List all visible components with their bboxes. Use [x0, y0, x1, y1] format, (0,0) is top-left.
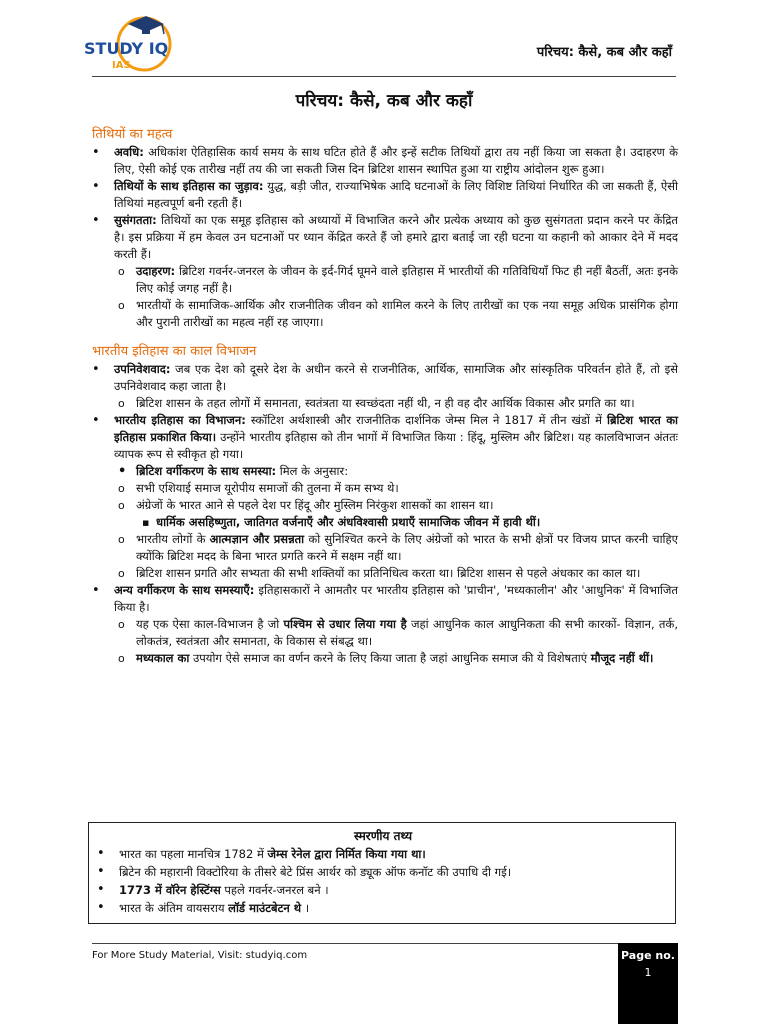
list-item: [92, 412, 678, 463]
sub-list-item: o ब्रिटिश शासन के तहत लोगों में समानता, स्वतंत्रता या स्वच्छंदता नहीं थी, न ही वह दौर आर्थिक विकास और प्रगति का था।: [92, 395, 678, 412]
item-text: भारतीय लोगों के: [136, 532, 210, 546]
main-content: [92, 126, 678, 667]
list-item: [92, 212, 678, 263]
item-text: अधिकांश ऐतिहासिक कार्य समय के साथ घटित होते हैं और इन्हें सटीक तिथियों द्वारा तय नहीं किया जा सकता है। उदाहरण के लिए, ऐसी कोई एक तारीख नहीं तय की जा सकती जिस दिन ब्रिटिश शासन स्थापित हुआ या राष्ट्रीय आंदोलन शुरू हुआ।: [114, 145, 678, 176]
page-title: परिचय: कैसे, कब और कहाँ: [295, 91, 473, 111]
footer-link-text[interactable]: For More Study Material, Visit: studyiq.com: [92, 950, 308, 961]
fact-item: [97, 845, 669, 863]
sub-list-item: o अंग्रेजों के भारत आने से पहले देश पर हिंदू और मुस्लिम निरंकुश शासकों का शासन था।: [92, 497, 678, 514]
item-text: जहां आधुनिक काल आधुनिकता की सभी कारकों- विज्ञान, तर्क, लोकतंत्र, स्वतंत्रता और समानता, के विकास से संबद्ध था।: [136, 617, 678, 648]
page-label: Page no.: [621, 949, 675, 962]
list-item: [92, 361, 678, 395]
sub-list-item: o ब्रिटिश शासन प्रगति और सभ्यता की सभी शक्तियों का प्रतिनिधित्व करता था। ब्रिटिश शासन से पहले अंधकार का काल था।: [92, 565, 678, 582]
sub-list-item: o भारतीयों के सामाजिक-आर्थिक और राजनीतिक जीवन को शामिल करने के लिए तारीखों का एक नया समूह अधिक प्रासंगिक होगा और पुरानी तारीखों का महत्व नहीं रह जाएगा।: [92, 297, 678, 331]
footer-divider: [92, 943, 676, 944]
fact-item: [97, 881, 669, 899]
term-label: भारतीय इतिहास का विभाजन:: [114, 413, 246, 427]
studyiq-logo: [82, 12, 178, 74]
logo-text: STUDY IQ: [84, 39, 169, 58]
item-text: इतिहासकारों ने आमतौर पर भारतीय इतिहास को 'प्राचीन', 'मध्यकालीन' और 'आधुनिक' में विभाजित किया है।: [114, 583, 678, 614]
section-heading-periodization: भारतीय इतिहास का काल विभाजन: [92, 344, 257, 359]
item-text: भारत के अंतिम वायसराय: [119, 901, 229, 915]
item-bold: मध्यकाल का: [136, 651, 190, 665]
sub-list-item: [92, 463, 678, 480]
item-text: ब्रिटेन की महारानी विक्टोरिया के तीसरे बेटे प्रिंस आर्थर को ड्यूक ऑफ कनॉट की उपाधि दी गई।: [119, 865, 512, 879]
item-bold: पश्चिम से उधार लिया गया है: [283, 617, 407, 631]
item-text: ब्रिटिश गवर्नर-जनरल के जीवन के इर्द-गिर्द घूमने वाले इतिहास में भारतीयों की गतिविधियाँ फिट ही नहीं बैठतीं, अतः इनके लिए कोई जगह नहीं है।: [136, 264, 678, 295]
sub-list-item: [92, 650, 678, 667]
term-label: अवधि:: [114, 145, 144, 159]
item-bold: ब्रिटिश भारत का इतिहास प्रकाशित किया।: [114, 413, 679, 444]
fact-item: [97, 863, 669, 881]
item-bold: 1773 में वॉरेन हेस्टिंग्स: [119, 883, 221, 897]
header-title: परिचय: कैसे, कब और कहाँ: [536, 45, 672, 60]
header-divider: [92, 76, 676, 77]
sub-list-item: [92, 263, 678, 297]
term-label: अन्य वर्गीकरण के साथ समस्याएँ:: [114, 583, 255, 597]
item-text: स्कॉटिश अर्थशास्त्री और राजनीतिक दार्शनिक जेम्स मिल ने 1817 में तीन खंडों में: [245, 413, 607, 427]
sub-list-item: [92, 616, 678, 650]
page-number-box: [618, 943, 678, 1024]
item-text: उपयोग ऐसे समाज का वर्णन करने के लिए किया जाता है जहां आधुनिक समाज की ये विशेषताएं: [189, 651, 591, 665]
item-bold: जेम्स रेनेल द्वारा निर्मित किया गया था।: [267, 847, 426, 861]
term-label: उदाहरण:: [136, 264, 176, 278]
logo-graphic: [82, 12, 178, 74]
item-bold: लॉर्ड माउंटबेटन थे: [228, 901, 302, 915]
term-label: ब्रिटिश वर्गीकरण के साथ समस्या:: [136, 464, 277, 478]
item-text: को सुनिश्चित करने के लिए अंग्रेजों को भारत के सभी क्षेत्रों पर विजय प्राप्त करनी चाहिए क्योंकि ब्रिटिश मदद के बिना भारत प्रगति करने में सक्षम नहीं था।: [136, 532, 679, 563]
item-text: युद्ध, बड़ी जीत, राज्याभिषेक आदि घटनाओं के लिए विशिष्ट तिथियां निर्धारित की जा सकती हैं, ऐसी तिथियां महत्वपूर्ण बनी रहती हैं।: [114, 179, 679, 210]
key-facts-title: स्मरणीय तथ्य: [353, 829, 413, 843]
fact-item: [97, 899, 669, 917]
item-text: मिल के अनुसार:: [276, 464, 349, 478]
section-heading-dates: तिथियों का महत्व: [92, 127, 173, 142]
list-item: [92, 178, 678, 212]
item-text: उन्होंने भारतीय इतिहास को तीन भागों में विभाजित किया : हिंदू, मुस्लिम और ब्रिटिश। यह कालविभाजन अंततः व्यापक रूप से स्वीकृत हो गया।: [114, 430, 678, 461]
key-facts-box: [88, 822, 676, 924]
logo-sub: IAS: [112, 60, 131, 71]
page-number: 1: [644, 966, 652, 979]
item-text: जब एक देश को दूसरे देश के अधीन करने से राजनीतिक, आर्थिक, सामाजिक और सांस्कृतिक परिवर्तन होते हैं, तो इसे उपनिवेशवाद कहा जाता है।: [114, 362, 678, 393]
list-item: [92, 144, 678, 178]
sub-list-item: o सभी एशियाई समाज यूरोपीय समाजों की तुलना में कम सभ्य थे।: [92, 480, 678, 497]
item-text: ।: [301, 901, 310, 915]
item-bold: आत्मज्ञान और प्रसन्नता: [209, 532, 305, 546]
term-label: उपनिवेशवाद:: [114, 362, 171, 376]
item-text: पहले गवर्नर-जनरल बने ।: [220, 883, 329, 897]
item-text: तिथियों का एक समूह इतिहास को अध्यायों में विभाजित करने और प्रत्येक अध्याय को कुछ सुसंगतता प्रदान करने पर केंद्रित है। इस प्रक्रिया में हम केवल उन घटनाओं पर ध्यान केंद्रित करते हैं जो हमारे द्वारा बताई जा रही घटना या कहानी को आकार देने में मदद करती हैं।: [114, 213, 678, 261]
item-text: भारत का पहला मानचित्र 1782 में: [119, 847, 268, 861]
list-item: [92, 582, 678, 616]
term-label: तिथियों के साथ इतिहास का जुड़ाव:: [114, 179, 264, 193]
item-bold: मौजूद नहीं थीं।: [590, 651, 654, 665]
sub-list-item: [92, 531, 678, 565]
term-label: सुसंगतता:: [114, 213, 157, 227]
sub-sub-list-item: ▪ धार्मिक असहिष्णुता, जातिगत वर्जनाएँ और अंधविश्वासी प्रथाएँ सामाजिक जीवन में हावी थीं।: [92, 514, 678, 531]
item-text: यह एक ऐसा काल-विभाजन है जो: [136, 617, 284, 631]
